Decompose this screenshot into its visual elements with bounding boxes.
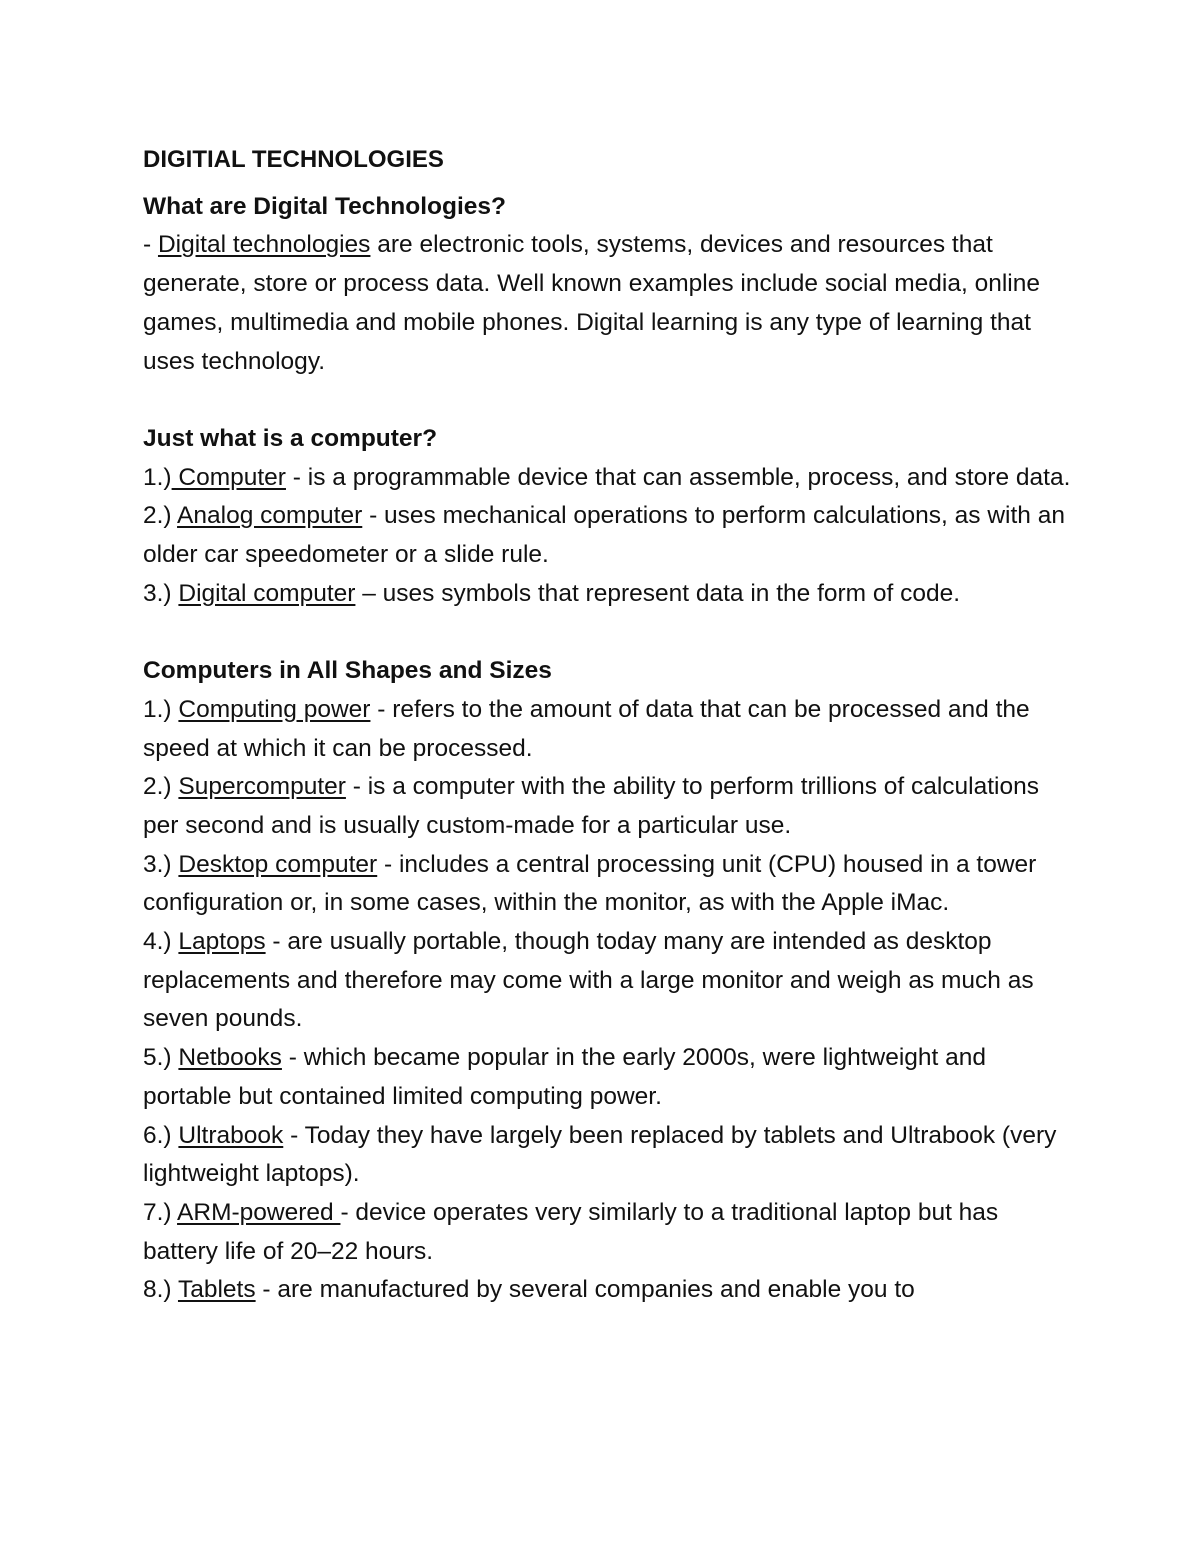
list-item [143,768,1073,845]
list-item [143,691,1073,768]
term-desktop-computer: Desktop computer [178,850,378,878]
item-text: - which became popular in the early 2000s, were lightweight and portable but contained limited computing power. [143,1044,987,1110]
item-text: - refers to the amount of data that can be processed and the speed at which it can be processed. [143,695,1030,762]
list-item [143,1039,1073,1116]
document-page [143,141,1073,1349]
item-number: 4.) [143,928,179,956]
list-item [143,923,1073,1039]
item-text: - uses mechanical operations to perform calculations, as with an older car speedometer or a slide rule. [143,502,1065,569]
item-number: 3.) [143,850,179,878]
item-text: - is a computer with the ability to perform trillions of calculations per second and is usually custom-made for a particular use. [143,773,1040,839]
item-number: 3.) [143,579,179,607]
term-arm-powered: ARM-powered [177,1198,341,1226]
list-item [143,846,1073,923]
item-number: 1.) [143,695,179,723]
section-what-are-digital-technologies [143,188,1073,382]
section-computers-in-all-shapes [143,652,1073,1310]
item-text: – uses symbols that represent data in the form of code. [355,579,961,607]
paragraph-prefix: - [143,231,158,259]
section-heading: Computers in All Shapes and Sizes [143,657,552,685]
item-number: 2.) [143,773,179,801]
item-text: - includes a central processing unit (CPU) housed in a tower configuration or, in some cases, within the monitor, as with the Apple iMac. [143,850,1037,917]
list-item [143,575,1073,614]
list-item [143,459,1073,498]
term-ultrabook: Ultrabook [178,1121,284,1149]
list-item [143,1194,1073,1271]
list-item [143,1271,1073,1310]
document-title: DIGITIAL TECHNOLOGIES [143,146,444,173]
section-heading: Just what is a computer? [143,424,438,452]
term-analog-computer: Analog computer [177,502,363,530]
item-text: - device operates very similarly to a traditional laptop but has battery life of 20–22 hours. [143,1198,999,1265]
term-supercomputer: Supercomputer [178,773,346,801]
term-digital-computer: Digital computer [178,579,356,607]
term-computing-power: Computing power [178,695,371,723]
term-laptops: Laptops [178,928,266,956]
term-tablets: Tablets [177,1276,256,1304]
list-item [143,497,1073,574]
term-digital-technologies: Digital technologies [157,231,371,259]
item-text: - Today they have largely been replaced by tablets and Ultrabook (very lightweight laptops). [143,1121,1057,1188]
item-text: - is a programmable device that can assemble, process, and store data. [285,463,1071,491]
item-number: 7.) [143,1198,178,1226]
term-computer: Computer [171,463,286,491]
definition-text: are electronic tools, systems, devices and resources that generate, store or process data. Well known examples include social media, online games, multimedia and mobile phones. Digital learning is any type of learning that uses technology. [143,231,1041,375]
item-text: - are manufactured by several companies and enable you to [255,1276,915,1304]
item-number: 5.) [143,1044,179,1072]
item-number: 2.) [143,502,178,530]
section-what-is-a-computer [143,420,1073,614]
definition-paragraph [143,226,1073,381]
item-number: 1.) [143,463,172,491]
term-netbooks: Netbooks [178,1044,282,1072]
item-text: - are usually portable, though today many are intended as desktop replacements and therefore may come with a large monitor and weigh as much as seven pounds. [143,928,1034,1033]
item-number: 6.) [143,1121,179,1149]
section-heading: What are Digital Technologies? [143,192,507,220]
item-number: 8.) [143,1276,178,1304]
list-item [143,1117,1073,1194]
